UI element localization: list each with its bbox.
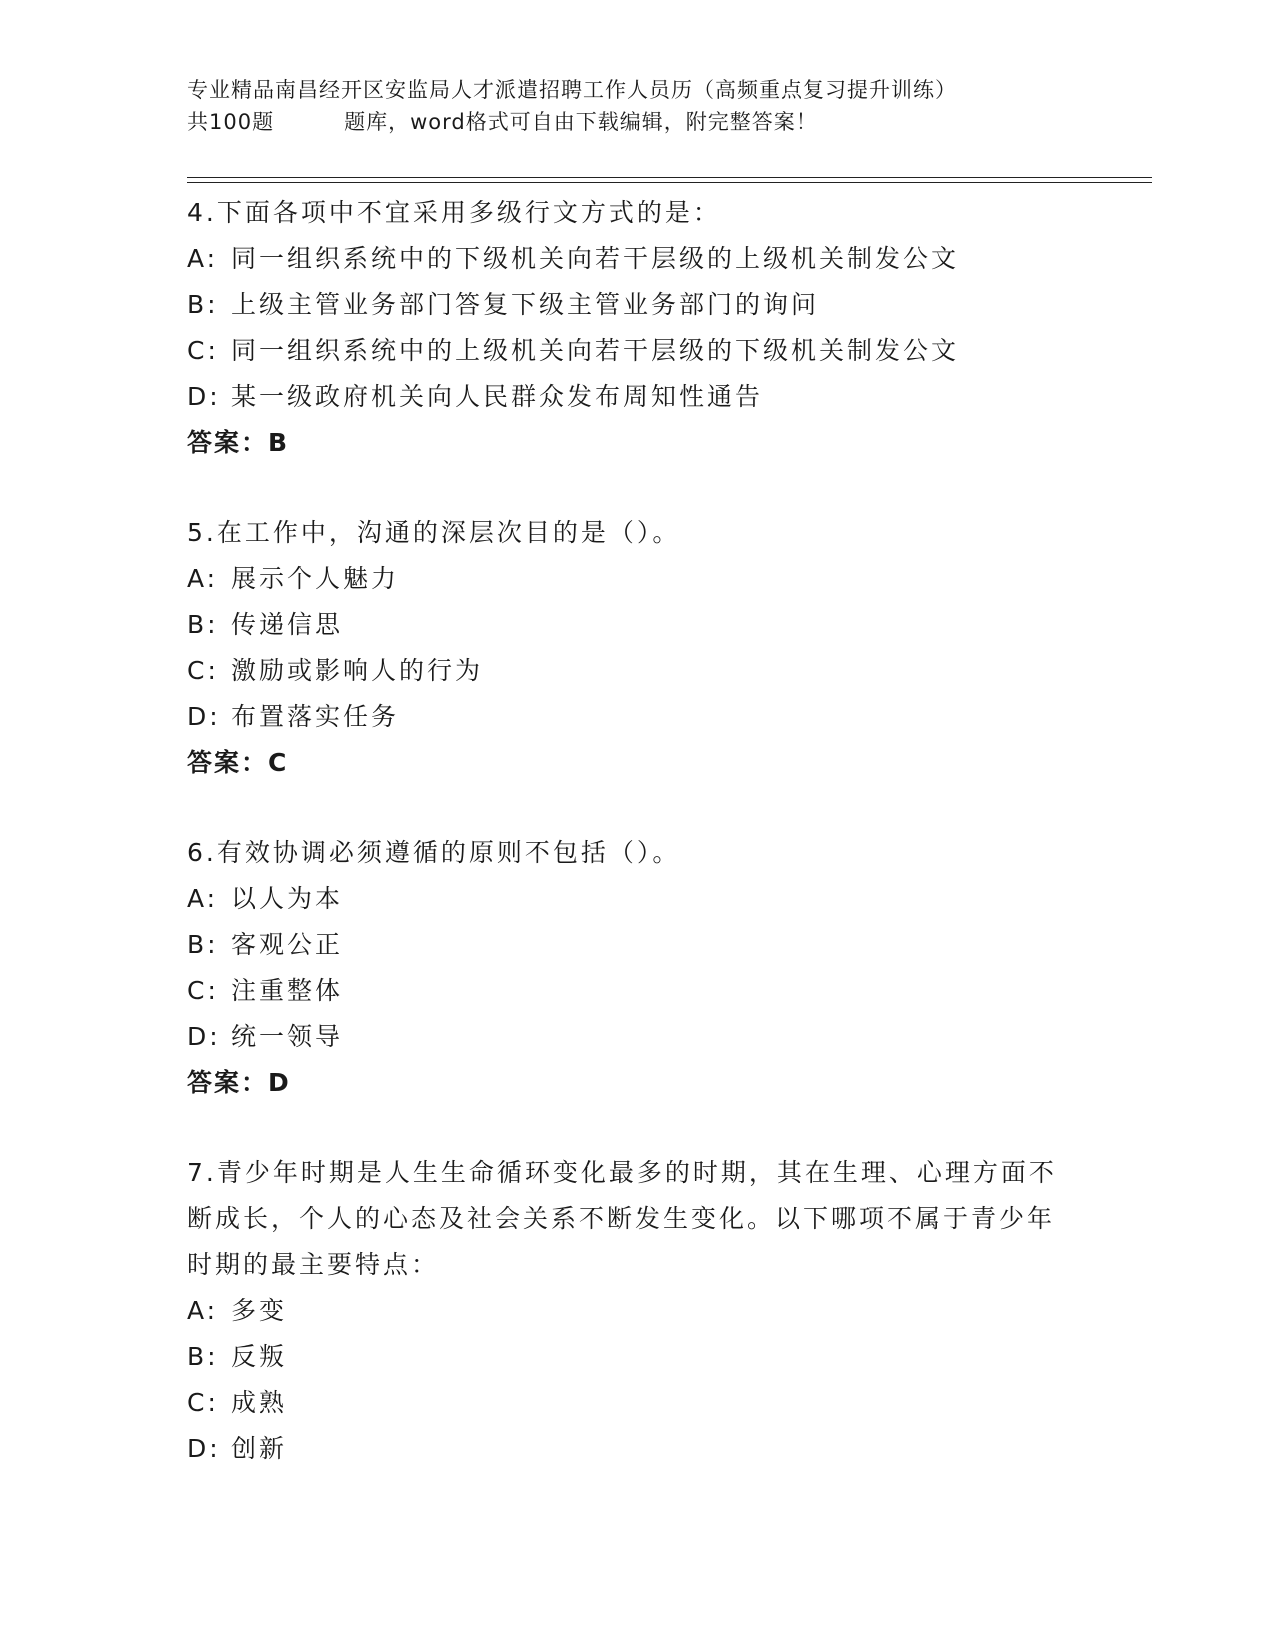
option-key: C: [187, 656, 219, 685]
header-divider-top [187, 177, 1152, 178]
question-text: 6.有效协调必须遵循的原则不包括（）。 [187, 838, 681, 867]
option-text: 激励或影响人的行为 [231, 656, 484, 685]
answer-text: 答案：D [187, 1068, 291, 1097]
option-key: C: [187, 336, 219, 365]
option-text: 布置落实任务 [231, 702, 400, 731]
question-item [187, 190, 1067, 466]
option-key: B: [187, 610, 219, 639]
option-key: B: [187, 290, 219, 319]
option-text: 某一级政府机关向人民群众发布周知性通告 [231, 382, 764, 411]
option-c [187, 328, 1067, 374]
option-key: A: [187, 244, 219, 273]
option-d [187, 1426, 1067, 1472]
option-text: 反叛 [231, 1342, 288, 1371]
answer-text: 答案：C [187, 748, 289, 777]
option-key: C: [187, 1388, 219, 1417]
option-key: D: [187, 1022, 221, 1051]
header-divider-bottom [187, 182, 1152, 183]
option-key: D: [187, 702, 221, 731]
option-text: 统一领导 [231, 1022, 344, 1051]
option-a [187, 236, 1067, 282]
option-key: A: [187, 564, 219, 593]
option-text: 传递信思 [231, 610, 344, 639]
question-item [187, 830, 1067, 1106]
option-text: 客观公正 [231, 930, 344, 959]
option-a [187, 876, 1067, 922]
answer-text: 答案：B [187, 428, 290, 457]
option-d [187, 694, 1067, 740]
question-item [187, 510, 1067, 786]
option-text: 成熟 [231, 1388, 288, 1417]
question-text: 5.在工作中，沟通的深层次目的是（）。 [187, 518, 681, 547]
option-c [187, 968, 1067, 1014]
option-b [187, 602, 1067, 648]
option-b [187, 922, 1067, 968]
header-title-line1: 专业精品南昌经开区安监局人才派遣招聘工作人员历（高频重点复习提升训练） [187, 78, 957, 102]
option-text: 以人为本 [231, 884, 344, 913]
option-text: 多变 [231, 1296, 288, 1325]
option-a [187, 1288, 1067, 1334]
option-text: 创新 [231, 1434, 288, 1463]
header-title-line2 [187, 106, 1087, 138]
option-d [187, 1014, 1067, 1060]
option-c [187, 1380, 1067, 1426]
option-key: B: [187, 1342, 219, 1371]
document-header [187, 74, 1087, 138]
option-c [187, 648, 1067, 694]
option-text: 注重整体 [231, 976, 344, 1005]
option-key: A: [187, 1296, 219, 1325]
question-item [187, 1150, 1067, 1472]
option-b [187, 1334, 1067, 1380]
option-key: B: [187, 930, 219, 959]
header-question-count: 共100题 [187, 110, 275, 134]
option-key: D: [187, 1434, 221, 1463]
option-text: 上级主管业务部门答复下级主管业务部门的询问 [231, 290, 820, 319]
header-subtitle: 题库，word格式可自由下载编辑，附完整答案！ [344, 110, 818, 134]
option-text: 展示个人魅力 [231, 564, 400, 593]
option-d [187, 374, 1067, 420]
question-list [187, 190, 1067, 1516]
question-text: 7.青少年时期是人生生命循环变化最多的时期，其在生理、心理方面不断成长，个人的心态及社会关系不断发生变化。以下哪项不属于青少年时期的最主要特点： [187, 1158, 1057, 1279]
question-text: 4.下面各项中不宜采用多级行文方式的是： [187, 198, 721, 227]
option-a [187, 556, 1067, 602]
option-key: C: [187, 976, 219, 1005]
option-text: 同一组织系统中的下级机关向若干层级的上级机关制发公文 [231, 244, 960, 273]
option-text: 同一组织系统中的上级机关向若干层级的下级机关制发公文 [231, 336, 960, 365]
option-b [187, 282, 1067, 328]
option-key: A: [187, 884, 219, 913]
option-key: D: [187, 382, 221, 411]
